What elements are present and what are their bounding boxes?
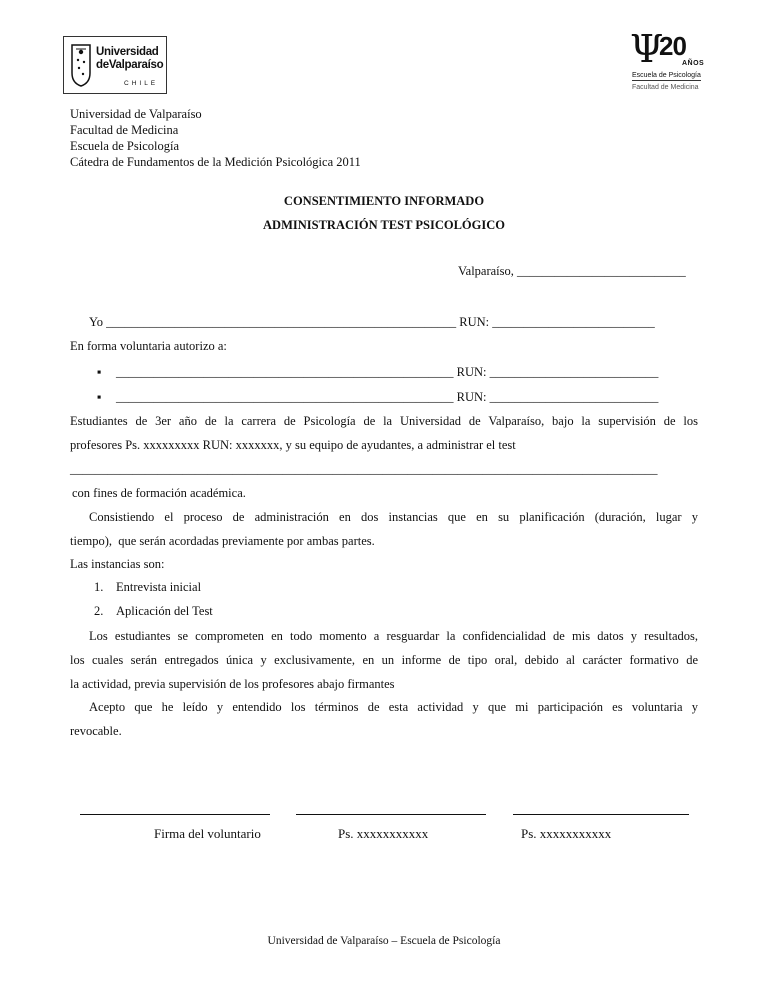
logo-name-line1: Universidad (96, 46, 159, 58)
students-paragraph-line2: profesores Ps. xxxxxxxxx RUN: xxxxxxx, y su equipo de ayudantes, a administrar el test (70, 438, 516, 452)
document-subtitle: ADMINISTRACIÓN TEST PSICOLÓGICO (263, 218, 505, 232)
instances-heading: Las instancias son: (70, 557, 165, 571)
header-faculty: Facultad de Medicina (70, 123, 179, 137)
students-paragraph-line1: Estudiantes de 3er año de la carrera de Psicología de la Universidad de Valparaíso, bajo la supervisión de los (70, 414, 698, 428)
shield-icon (70, 43, 92, 87)
page-footer: Universidad de Valparaíso – Escuela de Psicología (267, 935, 501, 947)
bullet-icon: ▪ (97, 365, 102, 379)
list-item-interview: Entrevista inicial (116, 580, 202, 594)
acceptance-paragraph-line2: revocable. (70, 724, 122, 738)
logo-name (96, 46, 163, 72)
purpose-text: con fines de formación académica. (72, 486, 246, 500)
bullet-icon: ▪ (97, 390, 102, 404)
list-item-number: 2. (94, 604, 104, 618)
document-title: CONSENTIMIENTO INFORMADO (283, 194, 485, 208)
universidad-valparaiso-logo (63, 36, 167, 94)
authorized-person-field-2: ______________________________________________________ RUN: ___________________________ (116, 390, 659, 404)
commitment-paragraph-line2: los cuales serán entregados única y exclusivamente, en un informe de tipo oral, debido al carácter formativo de (70, 653, 698, 667)
place-date-field: Valparaíso, ___________________________ (458, 264, 686, 278)
list-item-application: Aplicación del Test (116, 604, 213, 618)
list-item-number: 1. (94, 580, 104, 594)
acceptance-paragraph-line1: Acepto que he leído y entendido los términos de esta actividad y que mi participación es voluntaria y (89, 700, 698, 714)
header-course: Cátedra de Fundamentos de la Medición Psicológica 2011 (70, 155, 361, 169)
psi-school: Escuela de Psicología (632, 72, 701, 79)
logo-name-line2: deValparaíso (96, 59, 164, 71)
signature-label-professor-1: Ps. xxxxxxxxxxx (338, 826, 429, 841)
commitment-paragraph-line1: Los estudiantes se comprometen en todo momento a resguardar la confidencialidad de mis datos y resultados, (89, 629, 698, 643)
authorization-text: En forma voluntaria autorizo a: (70, 339, 227, 353)
signature-line-professor-1 (296, 814, 486, 815)
psicologia-20-anos-logo (630, 27, 705, 97)
volunteer-name-run-field: Yo ________________________________________________________ RUN: __________________________ (89, 315, 655, 329)
process-paragraph-line2: tiempo), que serán acordadas previamente por ambas partes. (70, 534, 375, 548)
psi-anos: AÑOS (682, 60, 705, 67)
psi-number: 20 (659, 31, 686, 61)
institution-header (70, 106, 361, 170)
signature-line-volunteer (80, 814, 270, 815)
commitment-paragraph-line3: la actividad, previa supervisión de los profesores abajo firmantes (70, 677, 395, 691)
psi-faculty: Facultad de Medicina (632, 84, 699, 91)
logo-country: CHILE (124, 80, 159, 87)
process-paragraph-line1: Consistiendo el proceso de administración en dos instancias que en su planificación (duración, lugar y (89, 510, 698, 524)
header-school: Escuela de Psicología (70, 139, 179, 153)
signature-label-volunteer: Firma del voluntario (154, 826, 261, 841)
test-name-field: ______________________________________________________________________________________________ (70, 462, 658, 476)
signature-line-professor-2 (513, 814, 689, 815)
psi-symbol: Ψ (630, 27, 664, 71)
signature-label-professor-2: Ps. xxxxxxxxxxx (521, 826, 612, 841)
header-university: Universidad de Valparaíso (70, 107, 202, 121)
authorized-person-field-1: ______________________________________________________ RUN: ___________________________ (116, 365, 659, 379)
